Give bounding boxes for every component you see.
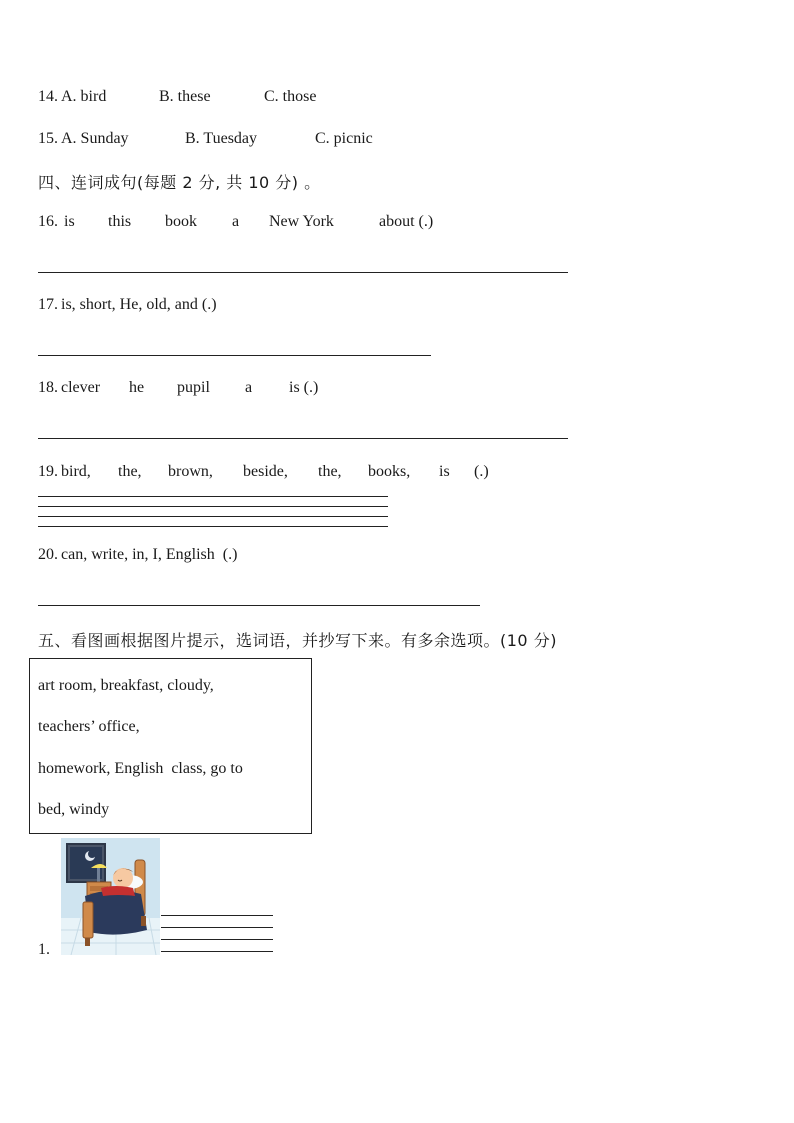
q17-number: 17. <box>38 296 58 313</box>
q19-word: the, <box>318 463 342 480</box>
picture-1-answer-line[interactable] <box>161 927 273 928</box>
q19-answer-line[interactable] <box>38 526 388 527</box>
q18-number: 18. <box>38 379 58 396</box>
word-bank-line: teachers’ office, <box>38 718 140 735</box>
q15-option-a: A. Sunday <box>61 130 129 147</box>
q19-answer-line[interactable] <box>38 506 388 507</box>
word-bank-line: homework, English class, go to <box>38 760 243 777</box>
q16-answer-line[interactable] <box>38 272 568 273</box>
q14-option-a: A. bird <box>61 88 107 105</box>
word-bank-line: bed, windy <box>38 801 110 818</box>
boy-sleeping-picture <box>61 838 160 955</box>
picture-1-number: 1. <box>38 941 50 958</box>
q17-answer-line[interactable] <box>38 355 431 356</box>
q16-word: about (.) <box>379 213 434 230</box>
word-bank-box <box>29 658 312 834</box>
q18-word: he <box>129 379 145 396</box>
q18-word: a <box>245 379 253 396</box>
word-bank-line: art room, breakfast, cloudy, <box>38 677 214 694</box>
q16-word: a <box>232 213 240 230</box>
picture-1-answer-line[interactable] <box>161 939 273 940</box>
q14-option-b: B. these <box>159 88 211 105</box>
q19-word: (.) <box>474 463 489 480</box>
picture-1-answer-line[interactable] <box>161 951 273 952</box>
q19-word: the, <box>118 463 142 480</box>
q18-answer-line[interactable] <box>38 438 568 439</box>
q19-word: beside, <box>243 463 288 480</box>
q16-word: is <box>64 213 75 230</box>
q19-number: 19. <box>38 463 58 480</box>
q15-number: 15. <box>38 130 58 147</box>
picture-1-answer-line[interactable] <box>161 915 273 916</box>
section-4-title: 四、连词成句(每题 2 分, 共 10 分) 。 <box>38 173 321 192</box>
q19-word: bird, <box>61 463 91 480</box>
q19-word: is <box>439 463 450 480</box>
q16-word: this <box>108 213 132 230</box>
q19-answer-line[interactable] <box>38 496 388 497</box>
q19-answer-line[interactable] <box>38 516 388 517</box>
q15-option-b: B. Tuesday <box>185 130 258 147</box>
q17-words: is, short, He, old, and (.) <box>61 296 217 313</box>
q18-word: clever <box>61 379 101 396</box>
q14-number: 14. <box>38 88 58 105</box>
q15-option-c: C. picnic <box>315 130 373 147</box>
q14-option-c: C. those <box>264 88 317 105</box>
q16-word: New York <box>269 213 334 230</box>
q16-number: 16. <box>38 213 58 230</box>
q19-word: brown, <box>168 463 213 480</box>
q20-words: can, write, in, I, English (.) <box>61 546 238 563</box>
q20-answer-line[interactable] <box>38 605 480 606</box>
q16-word: book <box>165 213 197 230</box>
q20-number: 20. <box>38 546 58 563</box>
q18-word: pupil <box>177 379 210 396</box>
section-5-title: 五、看图画根据图片提示，选词语，并抄写下来。有多余选项。(10 分) <box>38 631 557 650</box>
q18-word: is (.) <box>289 379 319 396</box>
q19-word: books, <box>368 463 411 480</box>
